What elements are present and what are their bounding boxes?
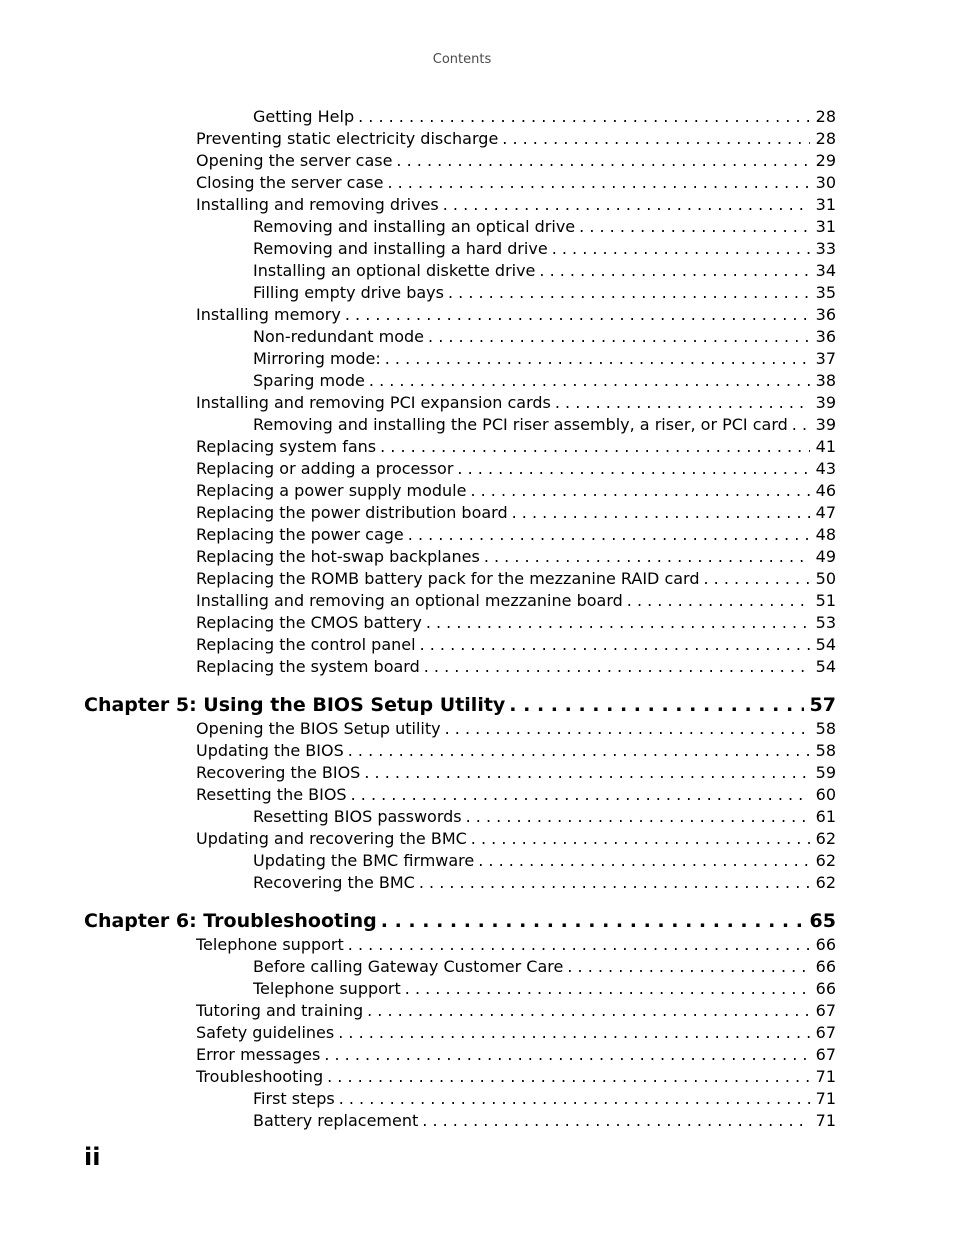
dot-leader [380, 436, 810, 458]
toc-entry-title: Tutoring and training [196, 1001, 364, 1020]
toc-entry-page: 71 [815, 1067, 836, 1086]
dot-leader [579, 216, 810, 238]
toc-entry[interactable] [196, 128, 836, 150]
toc-entry[interactable] [253, 978, 836, 1000]
toc-entry-page: 57 [809, 694, 836, 716]
toc-entry[interactable] [196, 194, 836, 216]
toc-entry-page: 31 [815, 217, 836, 236]
toc-entry-title: Updating and recovering the BMC [196, 829, 467, 848]
dot-leader [627, 590, 810, 612]
toc-entry[interactable] [253, 872, 836, 894]
toc-entry-page: 28 [815, 129, 836, 148]
toc-entry[interactable] [196, 546, 836, 568]
toc-entry-title: Replacing the CMOS battery [196, 613, 422, 632]
toc-entry[interactable] [253, 238, 836, 260]
toc-entry[interactable] [196, 1022, 836, 1044]
dot-leader [704, 568, 810, 590]
toc-entry[interactable] [196, 480, 836, 502]
toc-entry-title: Removing and installing the PCI riser assembly, a riser, or PCI card [253, 415, 788, 434]
toc-entry-page: 65 [809, 910, 836, 932]
toc-entry-page: 58 [815, 719, 836, 738]
toc-entry-page: 66 [815, 957, 836, 976]
toc-entry-title: Installing and removing an optional mezzanine board [196, 591, 623, 610]
dot-leader [408, 524, 810, 546]
dot-leader [348, 934, 810, 956]
toc-entry[interactable] [253, 850, 836, 872]
toc-entry[interactable] [196, 458, 836, 480]
toc-entry-title: Replacing or adding a processor [196, 459, 454, 478]
toc-entry-title: Recovering the BIOS [196, 763, 361, 782]
toc-entry-title: Replacing the power distribution board [196, 503, 508, 522]
toc-entry[interactable] [253, 326, 836, 348]
toc-entry-title: Installing an optional diskette drive [253, 261, 536, 280]
toc-entry[interactable] [196, 784, 836, 806]
toc-entry[interactable] [196, 524, 836, 546]
toc-entry[interactable] [196, 762, 836, 784]
toc-entry-title: Sparing mode [253, 371, 365, 390]
toc-entry-page: 58 [815, 741, 836, 760]
dot-leader [443, 194, 810, 216]
toc-entry-title: Mirroring mode: [253, 349, 381, 368]
dot-leader [387, 172, 809, 194]
toc-entry-page: 48 [815, 525, 836, 544]
dot-leader [345, 304, 810, 326]
dot-leader [327, 1066, 810, 1088]
dot-leader [364, 762, 809, 784]
toc-entry[interactable] [196, 1066, 836, 1088]
dot-leader [381, 908, 804, 934]
dot-leader [428, 326, 810, 348]
toc-entry[interactable] [253, 348, 836, 370]
toc-entry-page: 67 [815, 1023, 836, 1042]
dot-leader [324, 1044, 809, 1066]
dot-leader [396, 150, 809, 172]
dot-leader [422, 1110, 809, 1132]
toc-entry-page: 47 [815, 503, 836, 522]
toc-entry-page: 71 [815, 1111, 836, 1130]
dot-leader [419, 872, 810, 894]
toc-entry[interactable] [253, 1110, 836, 1132]
toc-entry[interactable] [196, 1044, 836, 1066]
toc-entry-page: 28 [815, 107, 836, 126]
toc-entry-page: 39 [815, 393, 836, 412]
toc-entry-page: 51 [815, 591, 836, 610]
toc-entry-page: 59 [815, 763, 836, 782]
toc-entry-title: Resetting BIOS passwords [253, 807, 462, 826]
toc-entry-title: Preventing static electricity discharge [196, 129, 499, 148]
toc-entry-title: Replacing the ROMB battery pack for the mezzanine RAID card [196, 569, 700, 588]
toc-entry-page: 36 [815, 305, 836, 324]
toc-entry-page: 54 [815, 657, 836, 676]
toc-entry-title: Filling empty drive bays [253, 283, 444, 302]
dot-leader [369, 370, 810, 392]
toc-entry-page: 39 [815, 415, 836, 434]
toc-entry[interactable] [196, 934, 836, 956]
dot-leader [792, 414, 810, 436]
toc-entry-title: Recovering the BMC [253, 873, 415, 892]
dot-leader [567, 956, 809, 978]
toc-entry[interactable] [196, 656, 836, 678]
dot-leader [448, 282, 810, 304]
toc-entry-title: Battery replacement [253, 1111, 419, 1130]
toc-entry-title: Updating the BIOS [196, 741, 344, 760]
toc-entry[interactable] [196, 828, 836, 850]
toc-entry-page: 62 [815, 873, 836, 892]
toc-entry[interactable] [196, 502, 836, 524]
toc-entry-page: 67 [815, 1045, 836, 1064]
toc-entry-page: 50 [815, 569, 836, 588]
toc-entry-title: Removing and installing a hard drive [253, 239, 548, 258]
toc-entry-page: 49 [815, 547, 836, 566]
toc-entry-title: Replacing the hot-swap backplanes [196, 547, 480, 566]
toc-chapter-entry[interactable] [84, 692, 836, 718]
toc-entry-page: 66 [815, 935, 836, 954]
toc-entry-title: Removing and installing an optical drive [253, 217, 576, 236]
toc-entry-title: Safety guidelines [196, 1023, 335, 1042]
toc-entry-title: Installing memory [196, 305, 341, 324]
toc-entry-page: 29 [815, 151, 836, 170]
toc-entry-page: 46 [815, 481, 836, 500]
toc-entry-title: Troubleshooting [196, 1067, 324, 1086]
toc-entry-title: Non-redundant mode [253, 327, 425, 346]
dot-leader [466, 806, 810, 828]
dot-leader [512, 502, 810, 524]
toc-entry-title: Chapter 5: Using the BIOS Setup Utility [84, 694, 506, 716]
toc-entry-page: 31 [815, 195, 836, 214]
toc-entry-page: 30 [815, 173, 836, 192]
toc-entry-title: First steps [253, 1089, 335, 1108]
toc-entry[interactable] [253, 260, 836, 282]
toc-entry[interactable] [196, 172, 836, 194]
toc-entry-page: 67 [815, 1001, 836, 1020]
toc-chapter-entry[interactable] [84, 908, 836, 934]
toc-entry[interactable] [196, 436, 836, 458]
toc-entry-title: Getting Help [253, 107, 355, 126]
toc-entry-page: 60 [815, 785, 836, 804]
dot-leader [555, 392, 810, 414]
toc-entry-page: 66 [815, 979, 836, 998]
toc-entry[interactable] [196, 612, 836, 634]
toc-entry[interactable] [253, 282, 836, 304]
toc-entry-title: Replacing a power supply module [196, 481, 467, 500]
toc-entry[interactable] [196, 718, 836, 740]
toc-entry-title: Closing the server case [196, 173, 384, 192]
toc-entry[interactable] [196, 568, 836, 590]
dot-leader [358, 106, 810, 128]
toc-entry-title: Telephone support [196, 935, 344, 954]
toc-entry-title: Opening the BIOS Setup utility [196, 719, 441, 738]
toc-entry-page: 34 [815, 261, 836, 280]
toc-entry[interactable] [196, 634, 836, 656]
toc-entry-title: Replacing the power cage [196, 525, 404, 544]
toc-entry[interactable] [253, 414, 836, 436]
toc-entry-page: 36 [815, 327, 836, 346]
dot-leader [348, 740, 810, 762]
toc-entry-page: 53 [815, 613, 836, 632]
dot-leader [367, 1000, 810, 1022]
dot-leader [385, 348, 810, 370]
toc-entry-page: 41 [815, 437, 836, 456]
page-number: ii [84, 1143, 101, 1171]
dot-leader [484, 546, 810, 568]
dot-leader [338, 1022, 809, 1044]
dot-leader [539, 260, 809, 282]
dot-leader [351, 784, 810, 806]
toc-entry-page: 43 [815, 459, 836, 478]
toc-entry-page: 37 [815, 349, 836, 368]
toc-entry-title: Replacing the system board [196, 657, 420, 676]
toc-entry[interactable] [196, 150, 836, 172]
toc-entry[interactable] [253, 806, 836, 828]
dot-leader [470, 480, 809, 502]
toc-entry[interactable] [196, 1000, 836, 1022]
toc-entry-title: Error messages [196, 1045, 321, 1064]
dot-leader [471, 828, 810, 850]
dot-leader [502, 128, 809, 150]
toc-entry-page: 38 [815, 371, 836, 390]
toc-entry-page: 62 [815, 829, 836, 848]
dot-leader [478, 850, 809, 872]
page-header: Contents [432, 52, 492, 67]
toc-entry-page: 33 [815, 239, 836, 258]
toc-entry-page: 54 [815, 635, 836, 654]
toc-entry-page: 62 [815, 851, 836, 870]
toc-entry-title: Installing and removing PCI expansion cards [196, 393, 551, 412]
toc-entry[interactable] [253, 1088, 836, 1110]
toc-entry-title: Telephone support [253, 979, 401, 998]
toc-entry[interactable] [253, 956, 836, 978]
toc-entry[interactable] [253, 106, 836, 128]
toc-entry[interactable] [196, 392, 836, 414]
toc-entry-page: 61 [815, 807, 836, 826]
toc-entry-title: Before calling Gateway Customer Care [253, 957, 564, 976]
toc-entry-title: Opening the server case [196, 151, 393, 170]
toc-entry-page: 35 [815, 283, 836, 302]
dot-leader [457, 458, 809, 480]
dot-leader [426, 612, 810, 634]
toc-entry-title: Chapter 6: Troubleshooting [84, 910, 377, 932]
toc-entry-title: Replacing system fans [196, 437, 377, 456]
toc-entry-title: Replacing the control panel [196, 635, 416, 654]
toc-entry-title: Updating the BMC firmware [253, 851, 475, 870]
dot-leader [552, 238, 810, 260]
toc-entry[interactable] [253, 370, 836, 392]
toc-entry-title: Installing and removing drives [196, 195, 439, 214]
toc-entry[interactable] [253, 216, 836, 238]
toc-entry-page: 71 [815, 1089, 836, 1108]
toc-entry[interactable] [196, 304, 836, 326]
dot-leader [509, 692, 803, 718]
dot-leader [420, 634, 810, 656]
toc-entry-title: Resetting the BIOS [196, 785, 347, 804]
dot-leader [405, 978, 810, 1000]
dot-leader [339, 1088, 810, 1110]
toc-entry[interactable] [196, 740, 836, 762]
dot-leader [445, 718, 810, 740]
dot-leader [424, 656, 810, 678]
toc-entry[interactable] [196, 590, 836, 612]
